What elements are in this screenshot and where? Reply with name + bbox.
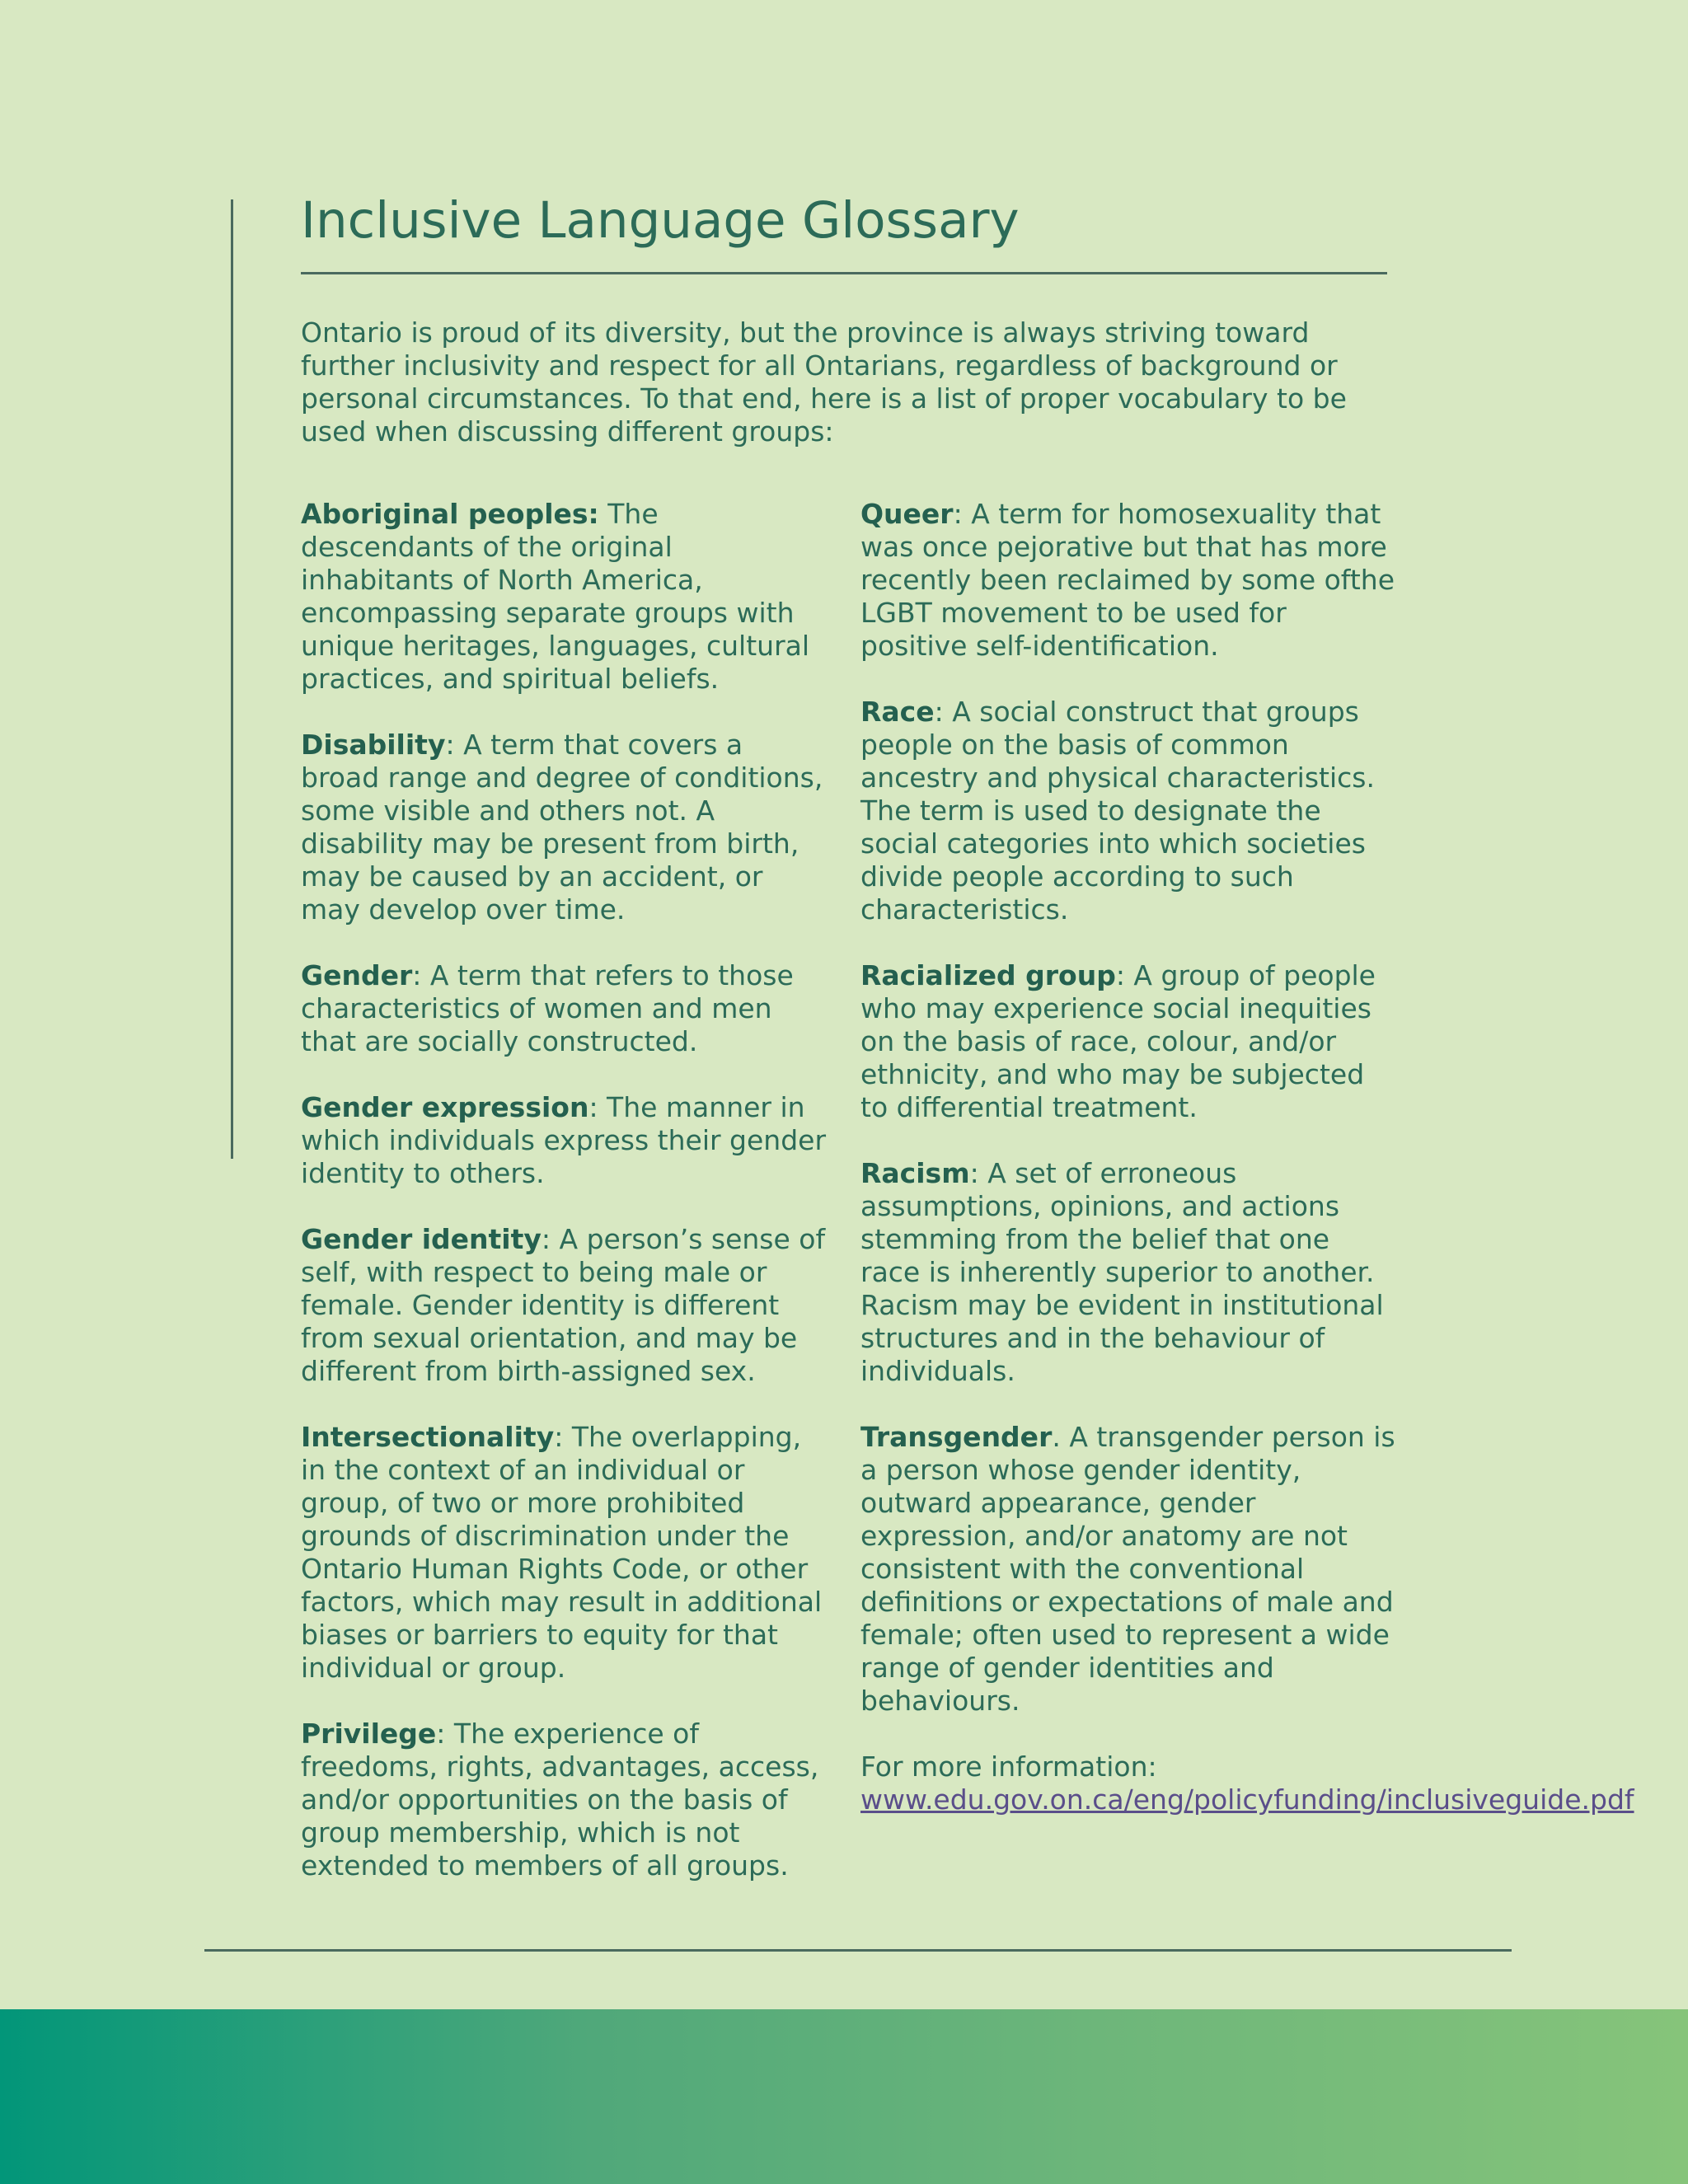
glossary-term: Racialized group [860, 959, 1116, 991]
glossary-entry-privilege [301, 1718, 828, 1882]
glossary-term: Gender [301, 959, 413, 991]
glossary-entry-queer [860, 498, 1396, 663]
margin-vertical-rule [231, 199, 233, 1159]
glossary-definition: : The experience of freedoms, rights, advantages, access, and/or opportunities on the basis of group membership, which is not extended to members of all groups. [301, 1718, 819, 1882]
glossary-entry-transgender [860, 1421, 1396, 1718]
glossary-definition: : The overlapping, in the context of an individual or group, of two or more prohibited grounds of discrimination under the Ontario Human Rights Code, or other factors, which may result in additional biases or barriers to equity for that individual or group. [301, 1421, 823, 1684]
glossary-column-right [860, 498, 1634, 1849]
glossary-term: Race [860, 696, 935, 728]
glossary-entry-intersectionality [301, 1421, 828, 1685]
glossary-term: Aboriginal peoples: [301, 498, 599, 530]
title-underline-rule [301, 272, 1387, 274]
glossary-term: Privilege [301, 1718, 437, 1750]
glossary-entry-gender [301, 959, 828, 1058]
glossary-definition: . A transgender person is a person whose gender identity, outward appearance, gender expression, and/or anatomy are not consistent with the conventional definitions or expectations of male and female; often used to represent a wide range of gender identities and behaviours. [860, 1421, 1395, 1717]
glossary-definition: : A term for homosexuality that was once pejorative but that has more recently been reclaimed by some ofthe LGBT movement to be used for positive self-identification. [860, 498, 1395, 662]
glossary-entry-gender-identity [301, 1223, 828, 1388]
bottom-horizontal-rule [204, 1949, 1512, 1952]
glossary-definition: : A term that covers a broad range and degree of conditions, some visible and others not. A disability may be present from birth, may be caused by an accident, or may develop over time. [301, 729, 823, 926]
glossary-entry-race [860, 696, 1396, 926]
glossary-definition: : A social construct that groups people on the basis of common ancestry and physical characteristics. The term is used to designate the social categories into which societies divide people according to such characteristics. [860, 696, 1375, 926]
glossary-entry-aboriginal-peoples [301, 498, 828, 696]
glossary-term: Disability [301, 729, 446, 761]
glossary-term: Gender expression [301, 1091, 589, 1123]
more-info [860, 1750, 1634, 1816]
glossary-term: Intersectionality [301, 1421, 555, 1453]
glossary-term: Queer [860, 498, 954, 530]
glossary-definition: : A group of people who may experience social inequities on the basis of race, colour, and/or ethnicity, and who may be subjected to differential treatment. [860, 959, 1376, 1123]
glossary-definition: : A set of erroneous assumptions, opinions, and actions stemming from the belief that one race is inherently superior to another. Racism may be evident in institutional structures and in the behaviour of individuals. [860, 1157, 1384, 1387]
glossary-definition: : A person’s sense of self, with respect to being male or female. Gender identity is different from sexual orientation, and may be different from birth-assigned sex. [301, 1223, 826, 1387]
glossary-term: Transgender [860, 1421, 1053, 1453]
inclusive-guide-link[interactable]: www.edu.gov.on.ca/eng/policyfunding/inclusiveguide.pdf [860, 1783, 1634, 1816]
glossary-entry-racism [860, 1157, 1396, 1388]
more-info-label: For more information: [860, 1750, 1157, 1783]
glossary-term: Gender identity [301, 1223, 542, 1255]
intro-paragraph: Ontario is proud of its diversity, but the province is always striving toward further inclusivity and respect for all Ontarians, regardless of background or personal circumstances. To that end, here is a list of proper vocabulary to be used when discussing different groups: [301, 316, 1347, 448]
glossary-term: Racism [860, 1157, 970, 1189]
glossary-definition: The descendants of the original inhabitants of North America, encompassing separate groups with unique heritages, languages, cultural practices, and spiritual beliefs. [301, 498, 810, 695]
glossary-column-left [301, 498, 828, 1915]
page-title: Inclusive Language Glossary [301, 191, 1020, 250]
glossary-definition: : The manner in which individuals express their gender identity to others. [301, 1091, 827, 1189]
footer-gradient-band [0, 2009, 1688, 2184]
glossary-entry-disability [301, 729, 828, 926]
glossary-entry-gender-expression [301, 1091, 828, 1190]
glossary-definition: : A term that refers to those characteristics of women and men that are socially constructed. [301, 959, 794, 1057]
glossary-entry-racialized-group [860, 959, 1396, 1124]
